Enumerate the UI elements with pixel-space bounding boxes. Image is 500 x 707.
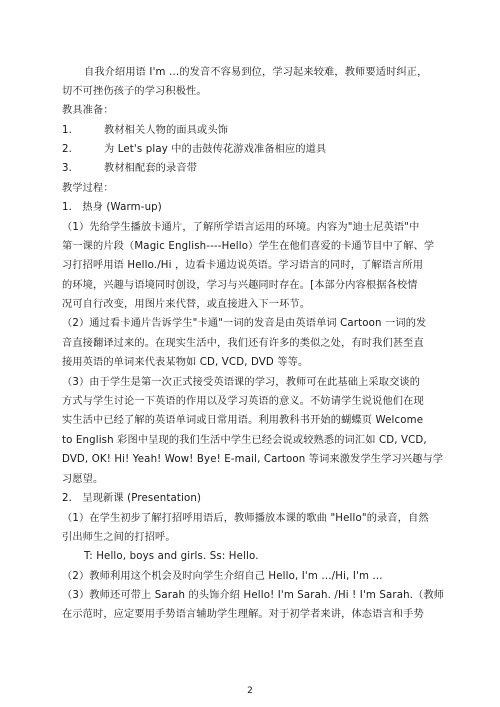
step1-p3-line: to English 彩图中呈现的我们生活中学生已经会说或较熟悉的词汇如 CD, VCD,	[62, 435, 427, 446]
prep-item-num: 2.	[62, 144, 73, 155]
step1-p1-line: 况可自行改变，用图片来代替，或直接进入下一环节。	[62, 299, 311, 310]
intro-line-1: 自我介绍用语 I'm …的发音不容易到位，学习起来较难，教师要适时纠正，	[84, 67, 428, 78]
prep-item-num: 1.	[62, 125, 73, 136]
step1-p3-line: 习愿望。	[62, 474, 104, 485]
prep-item-text: 教材相关人物的面具或头饰	[104, 125, 229, 136]
step1-p3-line: 方式与学生讨论一下英语的作用以及学习英语的意义。不妨请学生说说他们在现	[62, 396, 424, 407]
step1-p1-line: 第一课的片段（Magic English----Hello）学生在他们喜爱的卡通节目中了解、学	[62, 241, 435, 252]
step1-heading: 1． 热身 (Warm-up)	[62, 202, 162, 213]
page-number: 2	[247, 686, 253, 696]
prep-item-text: 教材相配套的录音带	[104, 163, 198, 174]
step2-p1-line: 引出师生之间的打招呼。	[62, 532, 176, 543]
step1-p3-line: 实生活中已经了解的英语单词或日常用语。利用教科书开始的蝴蝶页 Welcome	[62, 415, 424, 426]
step1-p1-line: 的环境，兴趣与语境同时创设，学习与兴趣同时存在。[本部分内容根据各校情	[62, 280, 418, 291]
step1-p2-line: 接用英语的单词来代表某物如 CD, VCD, DVD 等等。	[62, 357, 309, 368]
step1-p1-line: （1）先给学生播放卡通片，了解所学语言运用的环境。内容为"迪士尼英语"中	[62, 222, 420, 233]
step2-dialog: T: Hello, boys and girls. Ss: Hello.	[84, 551, 259, 562]
step2-p2-line: （2）教师利用这个机会及时向学生介绍自己 Hello, I'm …/Hi, I'm …	[62, 571, 383, 582]
step1-p2-line: 音直接翻译过来的。在现实生活中，我们还有许多的类似之处，有时我们甚至直	[62, 338, 424, 349]
step2-p3-line: （3）教师还可带上 Sarah 的头饰介绍 Hello! I'm Sarah. /Hi ! I'm Sarah.（教师	[62, 590, 445, 601]
prep-item-num: 3.	[62, 163, 73, 174]
step1-p1-line: 习打招呼用语 Hello./Hi ，边看卡通边说英语。学习语言的同时，了解语言所用	[62, 260, 424, 271]
step1-p3-line: DVD, OK! Hi! Yeah! Wow! Bye! E-mail, Cartoon 等词来激发学生学习兴趣与学	[62, 454, 444, 465]
step2-p3-line: 在示范时，应定要用手势语言辅助学生理解。对于初学者来讲，体态语言和手势	[62, 609, 424, 620]
prep-heading: 教具准备：	[62, 105, 114, 116]
process-heading: 教学过程：	[62, 183, 114, 194]
prep-item-text: 为 Let's play 中的击鼓传花游戏准备相应的道具	[104, 144, 327, 155]
step2-p1-line: （1）在学生初步了解打招呼用语后，教师播放本课的歌曲 "Hello"的录音，自然	[62, 513, 429, 524]
intro-line-2: 切不可挫伤孩子的学习积极性。	[62, 86, 207, 97]
step1-p2-line: （2）通过看卡通片告诉学生"卡通"一词的发音是由英语单词 Cartoon 一词的发	[62, 318, 427, 329]
step1-p3-line: （3）由于学生是第一次正式接受英语课的学习，教师可在此基础上采取交谈的	[62, 377, 421, 388]
step2-heading: 2． 呈现新课 (Presentation)	[62, 493, 202, 504]
